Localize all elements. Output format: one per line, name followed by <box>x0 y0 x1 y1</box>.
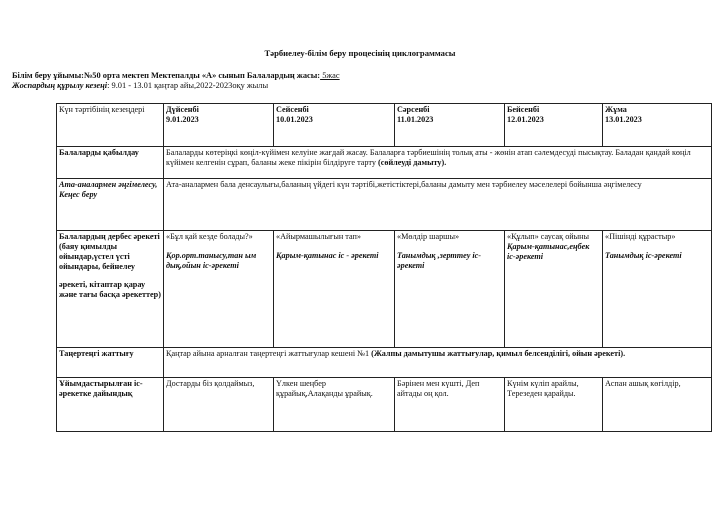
table-row-exercise <box>57 348 712 378</box>
table-header-row <box>57 104 712 147</box>
page-title: Тәрбиелеу-білім беру процесінің циклограммасы <box>264 48 456 58</box>
independent-cell-wednesday: «Мөлдір шаршы» Танымдық ,зерттеу іс-әрекеті <box>395 231 505 348</box>
plan-period-label: Жоспардың құрылу кезеңі <box>12 81 108 90</box>
cyclogram-table <box>56 103 712 432</box>
table-row-independent <box>57 231 712 348</box>
independent-cell-tuesday: «Айырмашылығын тап» Қарым-қатынас іс - әрекеті <box>274 231 395 348</box>
table-row-organized <box>57 378 712 432</box>
parents-text: Ата-аналармен бала денсаулығы,баланың үйдегі күн тәртібі,жетістіктері,баланы дамыту мен тәрбиелеу мәселелері бойынша әңгімелесу <box>164 179 712 231</box>
schedule-header: Күн тәртібінің кезеңдері <box>57 104 164 147</box>
independent-cell-monday: «Бұл қай кезде болады?» Қор.орт.танысу,тан ым дық,ойын іс-әрекеті <box>164 231 274 348</box>
row-label-parents: Ата-аналармен әңгімелесу, Кеңес беру <box>57 179 164 231</box>
organized-cell-friday: Аспан ашық көгілдір, <box>603 378 712 432</box>
day-header-monday: Дүйсенбі 9.01.2023 <box>164 104 274 147</box>
organized-cell-wednesday: Бәрінен мен күшті, Деп айтады оң қол. <box>395 378 505 432</box>
day-header-tuesday: Сейсенбі 10.01.2023 <box>274 104 395 147</box>
row-label-organized: Ұйымдастырылған іс-әрекетке дайындық <box>57 378 164 432</box>
row-label-exercise: Таңертеңгі жаттығу <box>57 348 164 378</box>
reception-text: Балаларды көтеріңкі көңіл-күйімен келуіне жағдай жасау. Балаларға тәрбиешінің толық аты - жөнін атап сәлемдесуді пысықтау. Баладан қандай көңіл күйімен келгенін сұрап, баланы жеке пікірін білдіруге тарту (сөйлеуді дамыту). <box>164 147 712 179</box>
organization-label: Білім беру ұйымы:№50 орта мектеп Мектепалды «А» сынып Балалардың жасы: <box>12 71 321 80</box>
organized-cell-tuesday: Үлкен шеңбер құрайық,Алақанды ұрайық. <box>274 378 395 432</box>
organization-line <box>12 71 340 80</box>
day-header-wednesday: Сәрсенбі 11.01.2023 <box>395 104 505 147</box>
organized-cell-monday: Достарды біз қолдаймыз, <box>164 378 274 432</box>
children-age: 5жас <box>320 71 340 80</box>
row-label-reception: Балаларды қабылдау <box>57 147 164 179</box>
plan-period-value: : 9.01 - 13.01 қаңтар айы,2022-2023оқу жылы <box>107 81 269 90</box>
day-header-friday: Жұма 13.01.2023 <box>603 104 712 147</box>
independent-cell-friday: «Пішінді құрастыр» Танымдық іс-әрекеті <box>603 231 712 348</box>
independent-cell-thursday: «Құлып» саусақ ойыны Қарым-қатынас,еңбек іс-әрекеті <box>505 231 603 348</box>
plan-period-line <box>12 81 268 90</box>
table-row-parents <box>57 179 712 231</box>
table-row-reception <box>57 147 712 179</box>
organized-cell-thursday: Күнім күліп арайлы, Терезеден қарайды. <box>505 378 603 432</box>
day-header-thursday: Бейсенбі 12.01.2023 <box>505 104 603 147</box>
row-label-independent: Балалардың дербес әрекеті (баяу қимылды ойындар,үстел үсті ойындары, бейнелеу әрекеті, кітаптар қарау және тағы басқа әрекеттер) <box>57 231 164 348</box>
exercise-text: Қаңтар айына арналған таңертеңгі жаттығулар кешені №1 (Жалпы дамытушы жаттығулар, қимыл белсенділігі, ойын әрекеті). <box>164 348 712 378</box>
